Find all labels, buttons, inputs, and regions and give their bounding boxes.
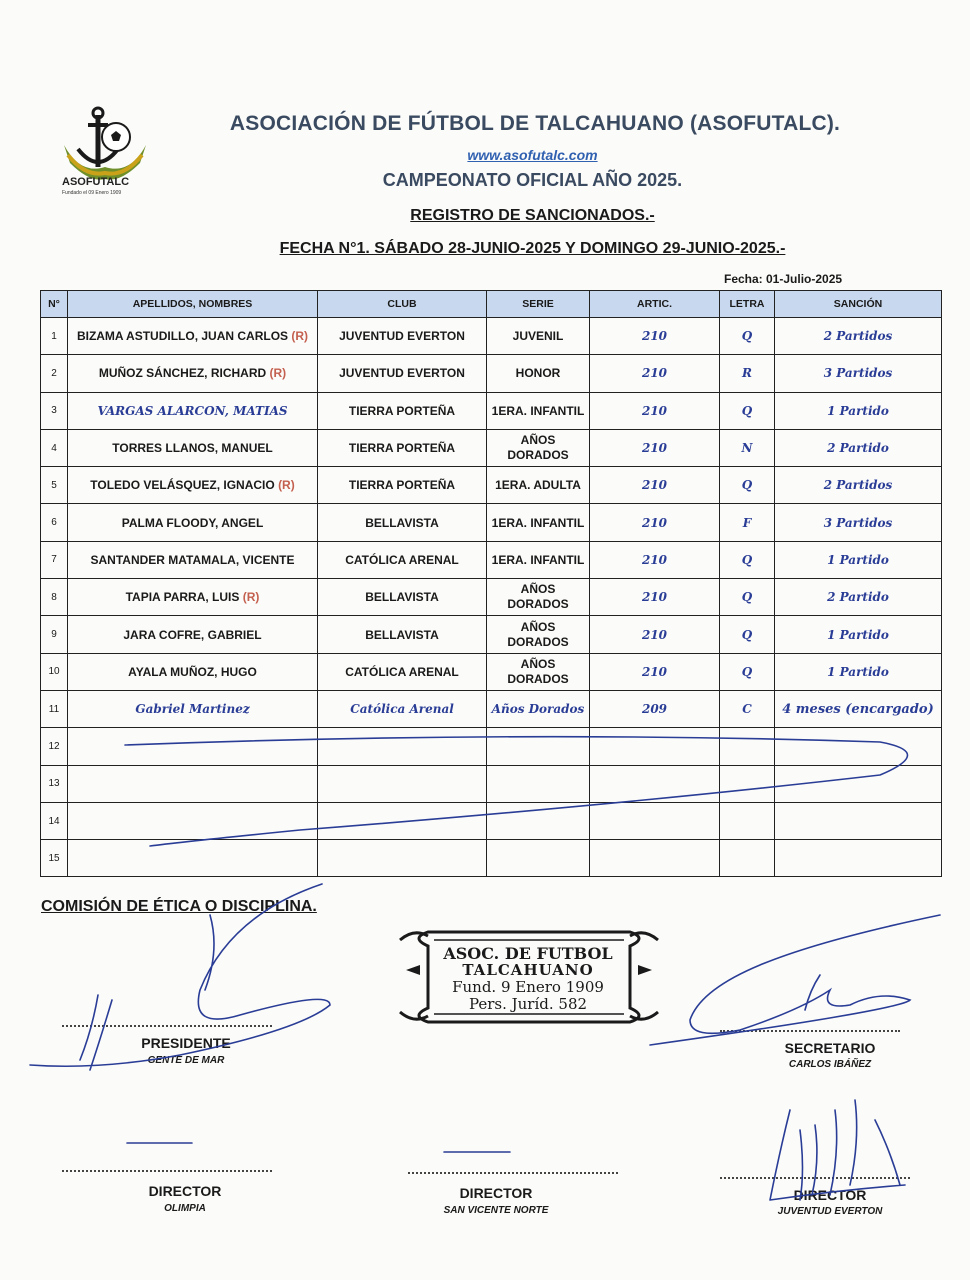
col-header-article: ARTIC. (590, 291, 720, 318)
match-date-title: FECHA N°1. SÁBADO 28-JUNIO-2025 Y DOMINGO 29-JUNIO-2025.- (279, 240, 786, 257)
serie (487, 840, 590, 877)
reincidence-mark: (R) (242, 590, 260, 605)
letter: Q (720, 579, 775, 616)
letter: Q (720, 653, 775, 690)
player-name: VARGAS ALARCON, MATIAS (68, 392, 318, 429)
table-row (41, 467, 942, 504)
signature-secretario (650, 915, 940, 1045)
serie: Años Dorados (487, 690, 590, 727)
row-number: 14 (41, 802, 68, 839)
player-name: TAPIA PARRA, LUIS (R) (68, 579, 318, 616)
director-2-label: DIRECTOR (459, 1185, 533, 1201)
letter: R (720, 355, 775, 392)
article: 210 (590, 355, 720, 392)
presidente-club: GENTE DE MAR (147, 1055, 225, 1066)
director-3-club: JUVENTUD EVERTON (777, 1206, 883, 1217)
sanction (775, 840, 942, 877)
sanctions-table (40, 290, 942, 877)
player-name: BIZAMA ASTUDILLO, JUAN CARLOS (R) (68, 318, 318, 355)
player-name: MUÑOZ SÁNCHEZ, RICHARD (R) (68, 355, 318, 392)
player-name: SANTANDER MATAMALA, VICENTE (68, 541, 318, 578)
table-row (41, 355, 942, 392)
table-row (41, 840, 942, 877)
signature-line-director-1 (62, 1170, 272, 1172)
serie: AÑOS DORADOS (487, 653, 590, 690)
director-1-club: OLIMPIA (164, 1203, 206, 1214)
club: CATÓLICA ARENAL (318, 541, 487, 578)
article: 210 (590, 653, 720, 690)
serie: HONOR (487, 355, 590, 392)
row-number: 4 (41, 429, 68, 466)
row-number: 15 (41, 840, 68, 877)
table-row (41, 653, 942, 690)
table-row (41, 541, 942, 578)
row-number: 12 (41, 728, 68, 765)
sanction: 3 Partidos (775, 355, 942, 392)
serie (487, 728, 590, 765)
stamp-line-2: TALCAHUANO (462, 961, 594, 979)
article: 210 (590, 429, 720, 466)
table-row (41, 765, 942, 802)
serie: AÑOS DORADOS (487, 579, 590, 616)
logo-name: ASOFUTALC (62, 176, 130, 188)
club: TIERRA PORTEÑA (318, 429, 487, 466)
sanction (775, 728, 942, 765)
article (590, 765, 720, 802)
stamp-text (438, 945, 618, 1013)
sanction: 2 Partidos (775, 318, 942, 355)
serie: 1ERA. INFANTIL (487, 392, 590, 429)
signature-line-director-3 (720, 1177, 910, 1179)
reincidence-mark: (R) (269, 366, 287, 381)
row-number: 9 (41, 616, 68, 653)
article (590, 802, 720, 839)
col-header-sanction: SANCIÓN (775, 291, 942, 318)
director-1-label: DIRECTOR (148, 1183, 222, 1199)
col-header-number: N° (41, 291, 68, 318)
signature-line-secretario (720, 1030, 900, 1032)
article: 209 (590, 690, 720, 727)
table-row (41, 392, 942, 429)
letter: Q (720, 616, 775, 653)
club: CATÓLICA ARENAL (318, 653, 487, 690)
club (318, 728, 487, 765)
letter (720, 765, 775, 802)
row-number: 8 (41, 579, 68, 616)
letter: Q (720, 467, 775, 504)
serie: AÑOS DORADOS (487, 429, 590, 466)
club (318, 765, 487, 802)
sanction (775, 802, 942, 839)
row-number: 6 (41, 504, 68, 541)
club (318, 840, 487, 877)
row-number: 13 (41, 765, 68, 802)
club: JUVENTUD EVERTON (318, 318, 487, 355)
director-2-club: SAN VICENTE NORTE (443, 1205, 549, 1216)
col-header-club: CLUB (318, 291, 487, 318)
presidente-label: PRESIDENTE (141, 1035, 231, 1051)
club (318, 802, 487, 839)
player-name: AYALA MUÑOZ, HUGO (68, 653, 318, 690)
row-number: 5 (41, 467, 68, 504)
letter: C (720, 690, 775, 727)
letter (720, 840, 775, 877)
player-name: TOLEDO VELÁSQUEZ, IGNACIO (R) (68, 467, 318, 504)
serie (487, 802, 590, 839)
table-row (41, 690, 942, 727)
row-number: 7 (41, 541, 68, 578)
club: TIERRA PORTEÑA (318, 392, 487, 429)
sanction (775, 765, 942, 802)
player-name: TORRES LLANOS, MANUEL (68, 429, 318, 466)
row-number: 1 (41, 318, 68, 355)
article: 210 (590, 616, 720, 653)
letter: Q (720, 318, 775, 355)
signature-line-presidente (62, 1025, 272, 1027)
row-number: 10 (41, 653, 68, 690)
stamp-line-3: Fund. 9 Enero 1909 (452, 978, 604, 996)
article (590, 840, 720, 877)
logo-subtitle: Fundado el 09 Enero 1909 (62, 190, 122, 196)
secretario-name: CARLOS IBÁÑEZ (788, 1059, 872, 1070)
table-row (41, 728, 942, 765)
serie: JUVENIL (487, 318, 590, 355)
signature-line-director-2 (408, 1172, 618, 1174)
championship-title: CAMPEONATO OFICIAL AÑO 2025. (382, 170, 683, 190)
article: 210 (590, 504, 720, 541)
document-date: Fecha: 01-Julio-2025 (724, 272, 843, 286)
signature-director-3 (770, 1100, 905, 1200)
club: TIERRA PORTEÑA (318, 467, 487, 504)
club: BELLAVISTA (318, 579, 487, 616)
serie (487, 765, 590, 802)
secretario-label: SECRETARIO (784, 1040, 876, 1056)
serie: 1ERA. ADULTA (487, 467, 590, 504)
sanction: 1 Partido (775, 653, 942, 690)
sanction: 1 Partido (775, 541, 942, 578)
player-name: JARA COFRE, GABRIEL (68, 616, 318, 653)
table-row (41, 318, 942, 355)
sanction: 1 Partido (775, 616, 942, 653)
player-name: Gabriel Martinez (68, 690, 318, 727)
website-link[interactable]: www.asofutalc.com (467, 147, 598, 163)
table-row (41, 579, 942, 616)
row-number: 2 (41, 355, 68, 392)
row-number: 11 (41, 690, 68, 727)
sanction: 3 Partidos (775, 504, 942, 541)
table-row (41, 504, 942, 541)
club: BELLAVISTA (318, 504, 487, 541)
club: JUVENTUD EVERTON (318, 355, 487, 392)
stamp-line-4: Pers. Juríd. 582 (468, 995, 588, 1013)
letter: F (720, 504, 775, 541)
serie: AÑOS DORADOS (487, 616, 590, 653)
article: 210 (590, 541, 720, 578)
serie: 1ERA. INFANTIL (487, 541, 590, 578)
stamp-line-1: ASOC. DE FUTBOL (443, 944, 613, 963)
article: 210 (590, 579, 720, 616)
director-3-label: DIRECTOR (793, 1187, 867, 1203)
player-name (68, 765, 318, 802)
organization-title: ASOCIACIÓN DE FÚTBOL DE TALCAHUANO (ASOFUTALC). (229, 112, 841, 135)
sanction: 2 Partido (775, 429, 942, 466)
reincidence-mark: (R) (291, 329, 309, 344)
player-name (68, 840, 318, 877)
player-name (68, 802, 318, 839)
club: BELLAVISTA (318, 616, 487, 653)
letter: Q (720, 392, 775, 429)
commission-title: COMISIÓN DE ÉTICA O DISCIPLINA. (41, 898, 317, 915)
letter: N (720, 429, 775, 466)
article: 210 (590, 392, 720, 429)
serie: 1ERA. INFANTIL (487, 504, 590, 541)
table-row (41, 802, 942, 839)
article: 210 (590, 318, 720, 355)
table-header-row (41, 291, 942, 318)
table-row (41, 429, 942, 466)
club: Católica Arenal (318, 690, 487, 727)
sanction: 1 Partido (775, 392, 942, 429)
reincidence-mark: (R) (278, 478, 295, 493)
player-name (68, 728, 318, 765)
sanction: 2 Partido (775, 579, 942, 616)
col-header-name: APELLIDOS, NOMBRES (68, 291, 318, 318)
letter (720, 802, 775, 839)
col-header-letter: LETRA (720, 291, 775, 318)
player-name: PALMA FLOODY, ANGEL (68, 504, 318, 541)
row-number: 3 (41, 392, 68, 429)
article: 210 (590, 467, 720, 504)
article (590, 728, 720, 765)
sanction: 2 Partidos (775, 467, 942, 504)
letter (720, 728, 775, 765)
sanction: 4 meses (encargado) (775, 690, 942, 727)
register-title: REGISTRO DE SANCIONADOS.- (410, 207, 655, 224)
col-header-serie: SERIE (487, 291, 590, 318)
letter: Q (720, 541, 775, 578)
table-row (41, 616, 942, 653)
